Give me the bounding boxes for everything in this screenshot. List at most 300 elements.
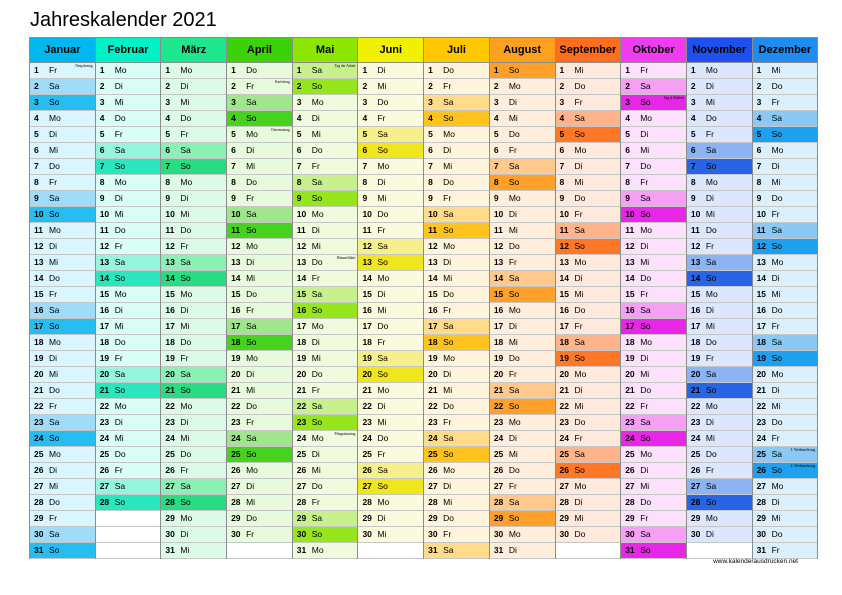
day-number: 4 xyxy=(428,113,433,123)
day-number: 13 xyxy=(625,257,635,267)
day-cell xyxy=(227,463,292,479)
day-cell xyxy=(358,271,423,287)
day-cell xyxy=(753,463,818,479)
day-cell xyxy=(753,335,818,351)
weekday-label: Fr xyxy=(311,385,320,395)
day-cell xyxy=(424,143,489,159)
day-number: 20 xyxy=(559,369,569,379)
month-column xyxy=(753,38,819,559)
day-number: 30 xyxy=(231,529,241,539)
weekday-label: Do xyxy=(771,305,783,315)
weekday-label: Fr xyxy=(771,97,780,107)
weekday-label: Di xyxy=(377,177,386,187)
weekday-label: So xyxy=(508,513,520,523)
month-column xyxy=(96,38,162,559)
day-cell xyxy=(358,431,423,447)
day-cell xyxy=(227,383,292,399)
day-number: 11 xyxy=(34,225,43,235)
weekday-label: Di xyxy=(180,305,189,315)
weekday-label: Mo xyxy=(574,369,587,379)
day-number: 7 xyxy=(165,161,171,171)
weekday-label: Mi xyxy=(180,321,190,331)
day-cell xyxy=(556,463,621,479)
day-number: 21 xyxy=(559,385,569,395)
day-number: 1 xyxy=(165,65,171,75)
day-cell xyxy=(96,223,161,239)
weekday-label: So xyxy=(49,209,60,219)
weekday-label: Sa xyxy=(443,209,454,219)
day-number: 6 xyxy=(493,145,499,155)
month-header: März xyxy=(161,38,226,63)
day-number: 28 xyxy=(559,497,569,507)
weekday-label: Di xyxy=(640,129,649,139)
day-number: 27 xyxy=(625,481,635,491)
day-cell xyxy=(96,191,161,207)
day-cell xyxy=(621,79,686,95)
weekday-label: Sa xyxy=(443,321,454,331)
day-cell xyxy=(30,127,95,143)
day-number: 18 xyxy=(493,337,504,347)
weekday-label: Fr xyxy=(443,81,452,91)
weekday-label: Fr xyxy=(443,417,452,427)
day-cell xyxy=(424,543,489,559)
weekday-label: Do xyxy=(246,513,257,523)
weekday-label: Mi xyxy=(443,273,453,283)
day-number: 13 xyxy=(165,257,175,267)
day-number: 19 xyxy=(99,353,110,363)
day-number: 24 xyxy=(165,433,175,443)
day-cell xyxy=(161,463,226,479)
weekday-label: Fr xyxy=(114,241,123,251)
day-cell xyxy=(424,239,489,255)
weekday-label: Mo xyxy=(114,289,127,299)
weekday-label: Di xyxy=(705,529,714,539)
weekday-label: Sa xyxy=(49,305,60,315)
day-cell xyxy=(30,63,95,79)
weekday-label: Sa xyxy=(49,81,60,91)
weekday-label: Mi xyxy=(574,289,584,299)
page-title: Jahreskalender 2021 xyxy=(30,9,217,31)
weekday-label: So xyxy=(443,449,454,459)
day-cell xyxy=(227,95,292,111)
day-number: 29 xyxy=(165,513,175,523)
day-number: 14 xyxy=(690,273,701,283)
day-cell xyxy=(96,111,161,127)
weekday-label: So xyxy=(443,113,454,123)
weekday-label: Mi xyxy=(246,385,256,395)
weekday-label: Mi xyxy=(377,193,387,203)
day-cell xyxy=(621,239,686,255)
day-cell xyxy=(227,335,292,351)
day-number: 1 xyxy=(559,65,565,75)
month-column xyxy=(687,38,753,559)
day-number: 26 xyxy=(559,465,569,475)
day-number: 3 xyxy=(428,97,433,107)
day-number: 21 xyxy=(690,385,701,395)
day-number: 2 xyxy=(559,81,565,91)
day-cell xyxy=(227,287,292,303)
day-cell xyxy=(227,111,292,127)
day-number: 5 xyxy=(428,129,433,139)
weekday-label: Fr xyxy=(640,177,649,187)
day-number: 22 xyxy=(428,401,438,411)
day-number: 8 xyxy=(362,177,368,187)
day-cell xyxy=(96,447,161,463)
weekday-label: Mi xyxy=(771,65,781,75)
day-cell xyxy=(490,207,555,223)
day-cell xyxy=(621,111,686,127)
weekday-label: Mo xyxy=(114,177,127,187)
weekday-label: Fr xyxy=(443,305,452,315)
day-number: 24 xyxy=(756,433,767,443)
weekday-label: So xyxy=(574,241,585,251)
day-number: 6 xyxy=(34,145,39,155)
day-number: 31 xyxy=(756,545,767,555)
weekday-label: Sa xyxy=(508,385,520,395)
weekday-label: Mi xyxy=(246,497,256,507)
weekday-label: Sa xyxy=(574,113,585,123)
day-cell xyxy=(293,127,358,143)
weekday-label: Fr xyxy=(246,529,255,539)
weekday-label: Fr xyxy=(180,353,189,363)
weekday-label: Mi xyxy=(771,513,781,523)
day-number: 10 xyxy=(231,209,241,219)
day-number: 20 xyxy=(756,369,767,379)
day-cell xyxy=(358,303,423,319)
weekday-label: Fr xyxy=(180,129,189,139)
day-cell xyxy=(293,271,358,287)
weekday-label: Mo xyxy=(574,257,587,267)
day-number: 14 xyxy=(559,273,569,283)
day-number: 9 xyxy=(493,193,499,203)
weekday-label: Fr xyxy=(246,193,255,203)
day-cell xyxy=(358,351,423,367)
day-number: 8 xyxy=(231,177,236,187)
weekday-label: Di xyxy=(246,145,255,155)
weekday-label: Fr xyxy=(771,209,780,219)
day-cell xyxy=(293,159,358,175)
day-cell xyxy=(358,383,423,399)
weekday-label: So xyxy=(377,145,388,155)
day-number: 4 xyxy=(559,113,565,123)
day-number: 7 xyxy=(34,161,39,171)
weekday-label: Fr xyxy=(574,97,583,107)
day-cell xyxy=(96,79,161,95)
day-cell xyxy=(621,63,686,79)
weekday-label: Mi xyxy=(311,465,321,475)
weekday-label: Mo xyxy=(49,337,61,347)
day-number: 19 xyxy=(231,353,241,363)
weekday-label: So xyxy=(377,257,388,267)
weekday-label: Sa xyxy=(180,257,191,267)
day-number: 17 xyxy=(756,321,767,331)
day-cell xyxy=(293,511,358,527)
weekday-label: So xyxy=(180,161,191,171)
day-number: 12 xyxy=(756,241,767,251)
weekday-label: Mo xyxy=(377,385,390,395)
day-number: 16 xyxy=(559,305,569,315)
weekday-label: So xyxy=(180,273,191,283)
day-number: 4 xyxy=(625,113,630,123)
weekday-label: So xyxy=(49,321,60,331)
day-number: 21 xyxy=(625,385,635,395)
weekday-label: Di xyxy=(574,385,583,395)
day-number: 2 xyxy=(690,81,696,91)
weekday-label: Do xyxy=(574,193,586,203)
day-number: 22 xyxy=(625,401,635,411)
day-number: 24 xyxy=(428,433,438,443)
weekday-label: Di xyxy=(771,497,780,507)
day-cell xyxy=(556,303,621,319)
day-cell xyxy=(556,223,621,239)
weekday-label: Mi xyxy=(443,385,453,395)
day-cell xyxy=(227,223,292,239)
day-cell xyxy=(293,463,358,479)
day-cell xyxy=(30,511,95,527)
day-number: 8 xyxy=(99,177,105,187)
weekday-label: Di xyxy=(508,97,517,107)
weekday-label: Do xyxy=(574,529,586,539)
day-cell xyxy=(161,319,226,335)
day-number: 23 xyxy=(34,417,44,427)
weekday-label: Fr xyxy=(574,433,583,443)
weekday-label: So xyxy=(114,385,126,395)
weekday-label: Do xyxy=(377,209,389,219)
day-cell xyxy=(161,367,226,383)
day-number: 29 xyxy=(625,513,635,523)
day-number: 26 xyxy=(690,465,701,475)
weekday-label: Fr xyxy=(705,353,714,363)
weekday-label: Mo xyxy=(114,401,127,411)
day-cell xyxy=(358,239,423,255)
day-cell xyxy=(30,383,95,399)
day-number: 13 xyxy=(690,257,701,267)
day-number: 5 xyxy=(34,129,39,139)
day-number: 14 xyxy=(99,273,110,283)
weekday-label: Sa xyxy=(640,193,651,203)
day-cell xyxy=(621,415,686,431)
day-number: 21 xyxy=(296,385,307,395)
weekday-label: Do xyxy=(771,193,783,203)
month-header: Oktober xyxy=(621,38,686,63)
day-cell xyxy=(161,271,226,287)
day-cell xyxy=(490,127,555,143)
weekday-label: Do xyxy=(574,81,586,91)
day-cell xyxy=(424,287,489,303)
day-number: 16 xyxy=(165,305,175,315)
day-number: 9 xyxy=(34,193,39,203)
day-number: 29 xyxy=(493,513,504,523)
weekday-label: Mo xyxy=(246,465,258,475)
day-cell xyxy=(490,191,555,207)
day-cell xyxy=(161,143,226,159)
weekday-label: Mo xyxy=(771,257,784,267)
day-cell xyxy=(556,191,621,207)
weekday-label: So xyxy=(574,465,585,475)
weekday-label: So xyxy=(443,337,454,347)
day-number: 1 xyxy=(99,65,105,75)
day-cell xyxy=(424,447,489,463)
weekday-label: Di xyxy=(114,193,123,203)
day-number: 18 xyxy=(756,337,767,347)
day-cell xyxy=(490,111,555,127)
day-number: 24 xyxy=(34,433,44,443)
day-number: 17 xyxy=(231,321,241,331)
day-number: 14 xyxy=(493,273,504,283)
day-cell xyxy=(293,399,358,415)
day-number: 26 xyxy=(493,465,504,475)
day-number: 6 xyxy=(296,145,302,155)
day-number: 14 xyxy=(34,273,44,283)
day-cell xyxy=(96,207,161,223)
day-cell xyxy=(687,431,752,447)
day-cell xyxy=(621,95,686,111)
day-cell xyxy=(621,399,686,415)
day-number: 18 xyxy=(231,337,241,347)
weekday-label: Fr xyxy=(246,305,255,315)
day-cell xyxy=(687,159,752,175)
day-number: 8 xyxy=(34,177,39,187)
day-number: 6 xyxy=(165,145,171,155)
day-cell xyxy=(161,111,226,127)
weekday-label: So xyxy=(705,273,717,283)
day-number: 11 xyxy=(165,225,175,235)
day-number: 7 xyxy=(362,161,368,171)
empty-cell xyxy=(687,543,752,559)
day-number: 18 xyxy=(559,337,569,347)
weekday-label: Fr xyxy=(377,337,386,347)
weekday-label: Di xyxy=(311,337,320,347)
day-number: 25 xyxy=(165,449,175,459)
day-number: 19 xyxy=(362,353,372,363)
day-cell xyxy=(293,527,358,543)
day-cell xyxy=(556,431,621,447)
day-cell xyxy=(556,79,621,95)
day-number: 18 xyxy=(362,337,372,347)
day-cell xyxy=(358,95,423,111)
day-number: 28 xyxy=(625,497,635,507)
day-number: 29 xyxy=(690,513,701,523)
day-cell xyxy=(687,351,752,367)
weekday-label: Do xyxy=(49,273,60,283)
day-number: 11 xyxy=(559,225,569,235)
weekday-label: Do xyxy=(311,145,323,155)
day-cell xyxy=(96,159,161,175)
weekday-label: Mo xyxy=(705,177,718,187)
day-number: 23 xyxy=(362,417,372,427)
day-number: 13 xyxy=(493,257,504,267)
day-number: 16 xyxy=(362,305,372,315)
weekday-label: Fr xyxy=(443,193,452,203)
month-column xyxy=(227,38,293,559)
day-number: 7 xyxy=(559,161,565,171)
day-cell xyxy=(687,463,752,479)
weekday-label: So xyxy=(246,337,257,347)
weekday-label: Mi xyxy=(640,145,650,155)
day-number: 5 xyxy=(493,129,499,139)
weekday-label: So xyxy=(246,449,257,459)
day-cell xyxy=(753,191,818,207)
day-number: 10 xyxy=(296,209,307,219)
day-cell xyxy=(621,495,686,511)
day-number: 22 xyxy=(493,401,504,411)
day-number: 4 xyxy=(165,113,171,123)
weekday-label: Di xyxy=(574,497,583,507)
weekday-label: Di xyxy=(377,401,386,411)
day-number: 24 xyxy=(362,433,372,443)
day-number: 9 xyxy=(756,193,762,203)
weekday-label: So xyxy=(508,289,520,299)
day-cell xyxy=(621,479,686,495)
weekday-label: Fr xyxy=(311,273,320,283)
month-column xyxy=(30,38,96,559)
weekday-label: Mo xyxy=(114,65,127,75)
day-number: 22 xyxy=(99,401,110,411)
day-number: 5 xyxy=(625,129,630,139)
day-cell xyxy=(621,351,686,367)
weekday-label: Fr xyxy=(377,113,386,123)
weekday-label: Sa xyxy=(377,129,388,139)
day-number: 26 xyxy=(99,465,110,475)
day-number: 10 xyxy=(428,209,438,219)
day-number: 11 xyxy=(362,225,372,235)
day-number: 18 xyxy=(428,337,438,347)
day-number: 13 xyxy=(428,257,438,267)
day-cell xyxy=(687,495,752,511)
day-number: 24 xyxy=(559,433,569,443)
day-number: 12 xyxy=(559,241,569,251)
day-cell xyxy=(227,79,292,95)
day-number: 23 xyxy=(493,417,504,427)
day-cell xyxy=(687,143,752,159)
weekday-label: Mo xyxy=(377,161,390,171)
weekday-label: Sa xyxy=(443,433,454,443)
day-cell xyxy=(687,111,752,127)
weekday-label: Mo xyxy=(705,401,718,411)
weekday-label: Sa xyxy=(640,417,651,427)
day-cell xyxy=(424,335,489,351)
day-number: 18 xyxy=(165,337,175,347)
day-cell xyxy=(556,271,621,287)
weekday-label: Fr xyxy=(640,513,649,523)
weekday-label: Mo xyxy=(311,433,324,443)
day-cell xyxy=(161,303,226,319)
weekday-label: Di xyxy=(443,145,452,155)
weekday-label: Fr xyxy=(574,209,583,219)
day-cell xyxy=(753,207,818,223)
day-number: 11 xyxy=(428,225,438,235)
day-number: 20 xyxy=(362,369,372,379)
day-cell xyxy=(753,63,818,79)
day-cell xyxy=(358,127,423,143)
day-cell xyxy=(621,127,686,143)
month-header: Mai xyxy=(293,38,358,63)
day-cell xyxy=(424,159,489,175)
day-number: 4 xyxy=(690,113,696,123)
weekday-label: Sa xyxy=(180,481,191,491)
weekday-label: Do xyxy=(508,465,520,475)
day-number: 28 xyxy=(296,497,307,507)
weekday-label: Fr xyxy=(705,129,714,139)
day-cell xyxy=(621,463,686,479)
day-cell xyxy=(687,287,752,303)
weekday-label: So xyxy=(311,305,323,315)
day-cell xyxy=(358,319,423,335)
weekday-label: Sa xyxy=(705,481,717,491)
day-number: 24 xyxy=(625,433,635,443)
day-number: 6 xyxy=(559,145,565,155)
day-cell xyxy=(96,463,161,479)
